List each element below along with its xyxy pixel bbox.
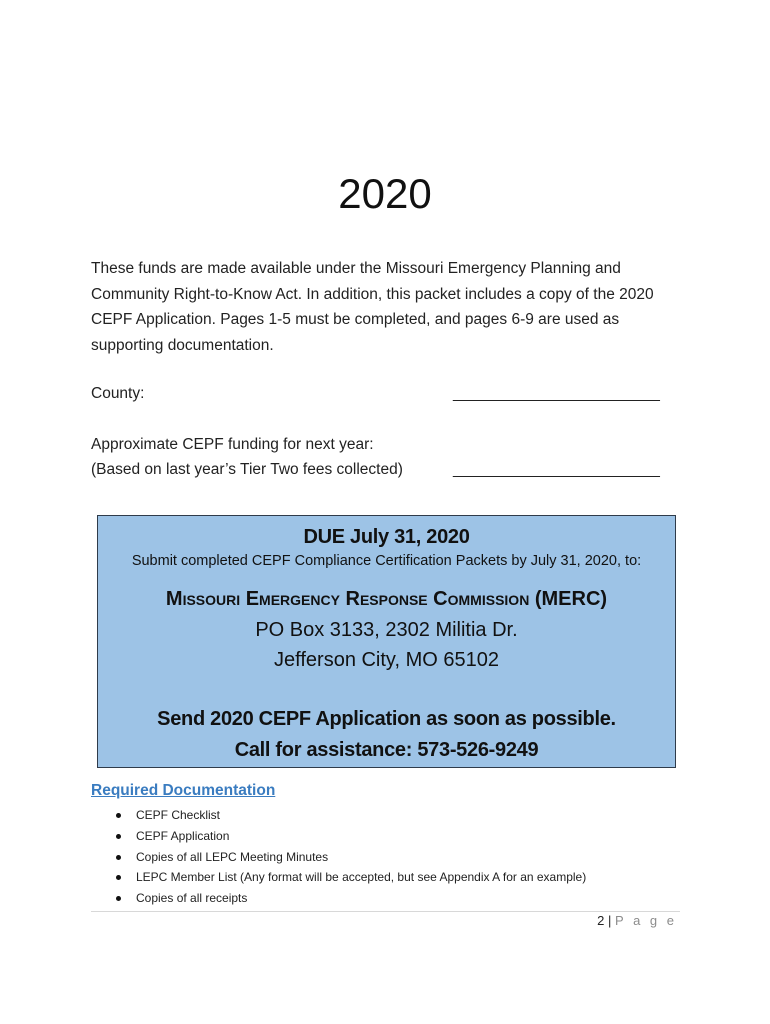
list-item: CEPF Checklist	[136, 805, 586, 826]
address-line-1: PO Box 3133, 2302 Militia Dr.	[255, 619, 518, 641]
required-documentation-heading: Required Documentation	[91, 782, 276, 799]
page-word: P a g e	[615, 913, 677, 928]
send-application-note: Send 2020 CEPF Application as soon as possible.	[157, 708, 616, 730]
intro-paragraph	[91, 256, 691, 358]
county-label: County:	[91, 385, 145, 402]
funding-note: (Based on last year’s Tier Two fees collected)	[91, 461, 403, 478]
list-item: LEPC Member List (Any format will be accepted, but see Appendix A for an example)	[136, 867, 586, 888]
submit-instructions: Submit completed CEPF Compliance Certification Packets by July 31, 2020, to:	[131, 553, 642, 569]
intro-line: Community Right-to-Know Act. In addition, this packet includes a copy of the 2020	[91, 285, 654, 303]
assistance-phone: Call for assistance: 573-526-9249	[234, 739, 539, 761]
intro-line: CEPF Application. Pages 1-5 must be completed, and pages 6-9 are used as	[91, 311, 620, 328]
list-item: CEPF Application	[136, 826, 586, 847]
required-documentation-list	[136, 805, 586, 909]
due-date-heading: DUE July 31, 2020	[303, 526, 470, 548]
due-notice-box	[97, 515, 676, 768]
funding-blank-line[interactable]: ________________________	[453, 461, 660, 478]
organization-name: Missouri Emergency Response Commission (MERC)	[165, 588, 608, 610]
intro-line: supporting documentation.	[91, 336, 274, 354]
address-line-2: Jefferson City, MO 65102	[274, 649, 499, 671]
list-item: Copies of all receipts	[136, 888, 586, 909]
footer-divider	[91, 911, 680, 912]
intro-line: These funds are made available under the Missouri Emergency Planning and	[91, 260, 621, 277]
county-blank-line[interactable]: ________________________	[453, 385, 660, 402]
page-number-footer	[597, 913, 677, 928]
list-item: Copies of all LEPC Meeting Minutes	[136, 847, 586, 868]
funding-label: Approximate CEPF funding for next year:	[91, 436, 374, 453]
page-separator: |	[608, 913, 612, 928]
page-number: 2	[597, 913, 605, 928]
page-year-heading: 2020	[338, 170, 432, 217]
